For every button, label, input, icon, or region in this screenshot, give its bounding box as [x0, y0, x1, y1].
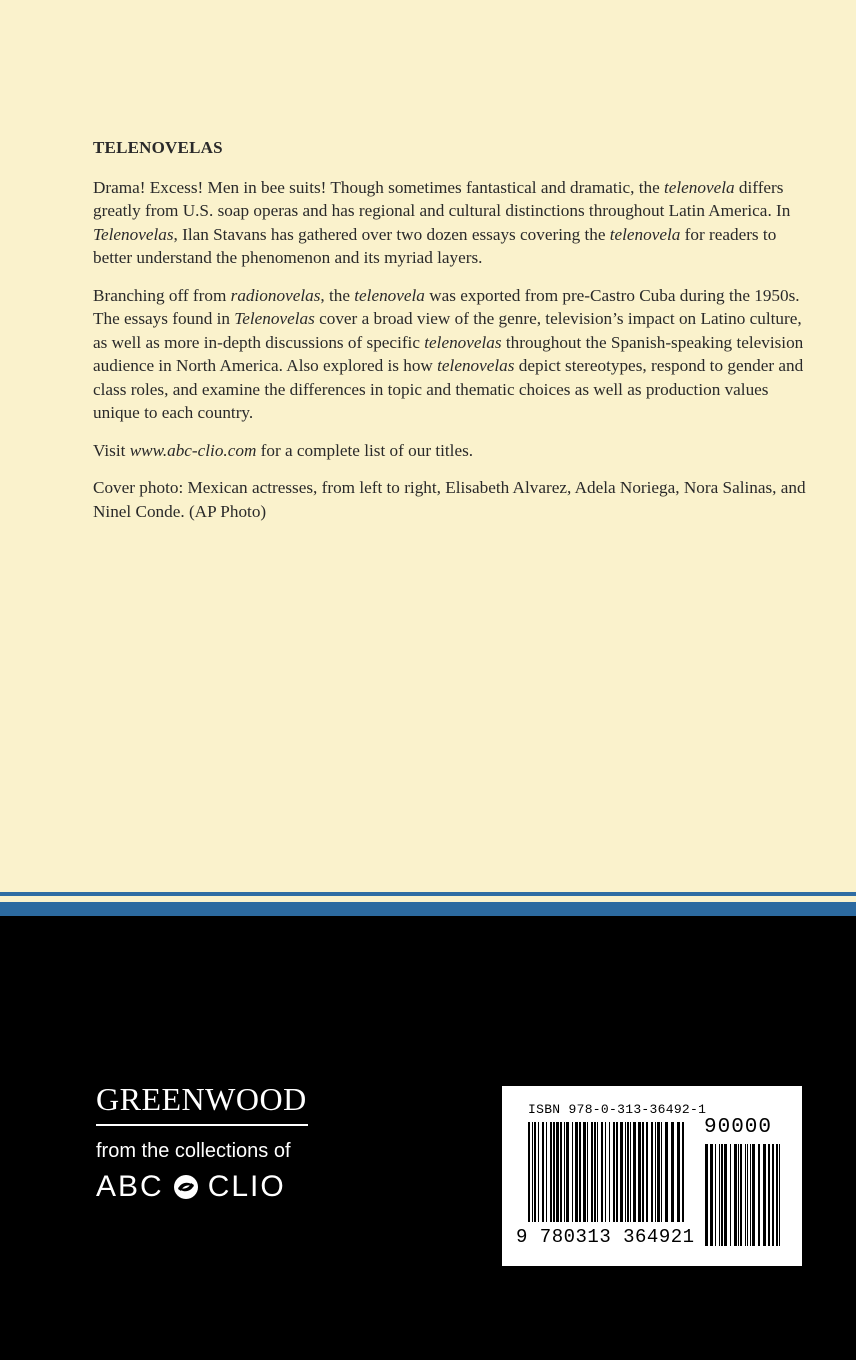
- italic-run: telenovela: [609, 224, 681, 244]
- isbn-barcode: [502, 1086, 802, 1266]
- price-code: 90000: [704, 1116, 773, 1139]
- paragraph-intro: [93, 176, 809, 270]
- barcode-bar: [721, 1144, 723, 1246]
- barcode-bar: [734, 1144, 737, 1246]
- abc-clio-swirl-icon: [172, 1173, 200, 1201]
- barcode-bar: [671, 1122, 674, 1222]
- text-run: , the: [320, 285, 355, 305]
- barcode-bar: [642, 1122, 644, 1222]
- clio-text: CLIO: [207, 1170, 286, 1203]
- barcode-bar: [750, 1144, 751, 1246]
- barcode-bar: [601, 1122, 603, 1222]
- barcode-bar: [651, 1122, 653, 1222]
- barcode-bar: [587, 1122, 588, 1222]
- text-run: Visit: [93, 440, 130, 460]
- barcode-bar: [583, 1122, 586, 1222]
- publisher-divider: [96, 1124, 308, 1126]
- barcode-bar: [657, 1122, 660, 1222]
- italic-run: Telenovelas: [93, 224, 174, 244]
- barcode-bar: [620, 1122, 623, 1222]
- barcode-bar: [745, 1144, 746, 1246]
- barcode-bar: [553, 1122, 555, 1222]
- text-run: Cover photo: Mexican actresses, from left to right, Elisabeth Alvarez, Adela Noriega, Nora Salinas, and Ninel Conde. (AP Photo): [93, 478, 806, 521]
- cover-copy: [93, 136, 809, 537]
- barcode-bar: [566, 1122, 569, 1222]
- paragraph-description: [93, 284, 809, 425]
- isbn-label: ISBN 978-0-313-36492-1: [528, 1102, 707, 1117]
- barcode-bar: [542, 1122, 544, 1222]
- paragraph-cover-photo-credit: [93, 476, 809, 523]
- abc-clio-logo: [96, 1168, 308, 1206]
- barcode-bar: [591, 1122, 593, 1222]
- barcode-bar: [715, 1144, 716, 1246]
- barcode-bar: [572, 1122, 573, 1222]
- barcode-bar: [740, 1144, 742, 1246]
- barcode-bar: [564, 1122, 565, 1222]
- italic-run: Telenovelas: [234, 309, 315, 328]
- barcode-bar: [625, 1122, 626, 1222]
- barcode-bar: [560, 1122, 562, 1222]
- blue-stripe-thick: [0, 902, 856, 916]
- italic-run: telenovelas: [424, 332, 502, 352]
- barcode-bar: [605, 1122, 606, 1222]
- barcode-bar: [575, 1122, 578, 1222]
- barcode-bar: [534, 1122, 536, 1222]
- ean-digits: 9 780313 364921: [516, 1226, 695, 1248]
- barcode-bar: [630, 1122, 631, 1222]
- barcode-bar: [776, 1144, 778, 1246]
- text-run: cover a broad view of the genre, television’s impact on Latino culture, as well as more in-depth discussions of specific: [93, 309, 802, 352]
- barcode-bar: [710, 1144, 713, 1246]
- ean-barcode-bars: [528, 1122, 684, 1222]
- text-run: Drama! Excess! Men in bee suits! Though sometimes fantastical and dramatic, the: [93, 177, 664, 197]
- barcode-bar: [528, 1122, 530, 1222]
- italic-run: telenovela: [354, 285, 425, 305]
- italic-run: radionovelas: [230, 285, 321, 305]
- barcode-bar: [638, 1122, 641, 1222]
- barcode-bar: [546, 1122, 547, 1222]
- barcode-bar: [661, 1122, 662, 1222]
- barcode-bar: [763, 1144, 766, 1246]
- italic-run: telenovela: [664, 177, 735, 197]
- text-run: differs greatly from U.S. soap operas and has regional and cultural distinctions throughout Latin America. In: [93, 177, 791, 220]
- barcode-bar: [719, 1144, 720, 1246]
- publisher-name: GREENWOOD: [96, 1081, 307, 1117]
- text-run: for a complete list of our titles.: [256, 440, 474, 460]
- book-title: TELENOVELAS: [93, 138, 223, 157]
- barcode-bar: [633, 1122, 636, 1222]
- barcode-bar: [550, 1122, 552, 1222]
- barcode-bar: [705, 1144, 708, 1246]
- barcode-bar: [646, 1122, 648, 1222]
- barcode-bar: [738, 1144, 739, 1246]
- barcode-bar: [597, 1122, 598, 1222]
- paragraph-website: [93, 439, 809, 463]
- barcode-bar: [682, 1122, 684, 1222]
- text-run: throughout the Spanish-speaking television audience in North America. Also explored is how: [93, 332, 804, 375]
- text-run: depict stereotypes, respond to gender and class roles, and examine the differences in topic and thematic choices as well as production values unique to each country.: [93, 356, 804, 422]
- publisher-subtitle: from the collections of: [96, 1140, 291, 1162]
- barcode-bar: [613, 1122, 615, 1222]
- italic-run: telenovelas: [437, 356, 515, 375]
- barcode-bar: [609, 1122, 610, 1222]
- barcode-bar: [538, 1122, 539, 1222]
- text-run: for readers to better understand the phenomenon and its myriad layers.: [93, 224, 777, 267]
- barcode-bar: [532, 1122, 533, 1222]
- addon-barcode-bars: [705, 1144, 780, 1246]
- barcode-bar: [752, 1144, 755, 1246]
- text-run: was exported from pre-Castro Cuba during the 1950s. The essays found in: [93, 285, 800, 328]
- barcode-bar: [724, 1144, 727, 1246]
- barcode-bar: [779, 1144, 780, 1246]
- barcode-bar: [616, 1122, 618, 1222]
- barcode-bar: [730, 1144, 731, 1246]
- barcode-bar: [758, 1144, 760, 1246]
- text-run: , Ilan Stavans has gathered over two dozen essays covering the: [173, 224, 610, 244]
- barcode-bar: [768, 1144, 770, 1246]
- barcode-bar: [594, 1122, 596, 1222]
- barcode-bar: [627, 1122, 629, 1222]
- text-run: Branching off from: [93, 285, 231, 305]
- barcode-bar: [677, 1122, 680, 1222]
- barcode-bar: [655, 1122, 656, 1222]
- barcode-bar: [747, 1144, 748, 1246]
- publisher-logo: [96, 1080, 308, 1206]
- barcode-bar: [665, 1122, 668, 1222]
- abc-text: ABC: [96, 1170, 164, 1203]
- italic-run: www.abc-clio.com: [129, 440, 257, 460]
- barcode-bar: [579, 1122, 581, 1222]
- barcode-bar: [772, 1144, 774, 1246]
- barcode-bar: [556, 1122, 559, 1222]
